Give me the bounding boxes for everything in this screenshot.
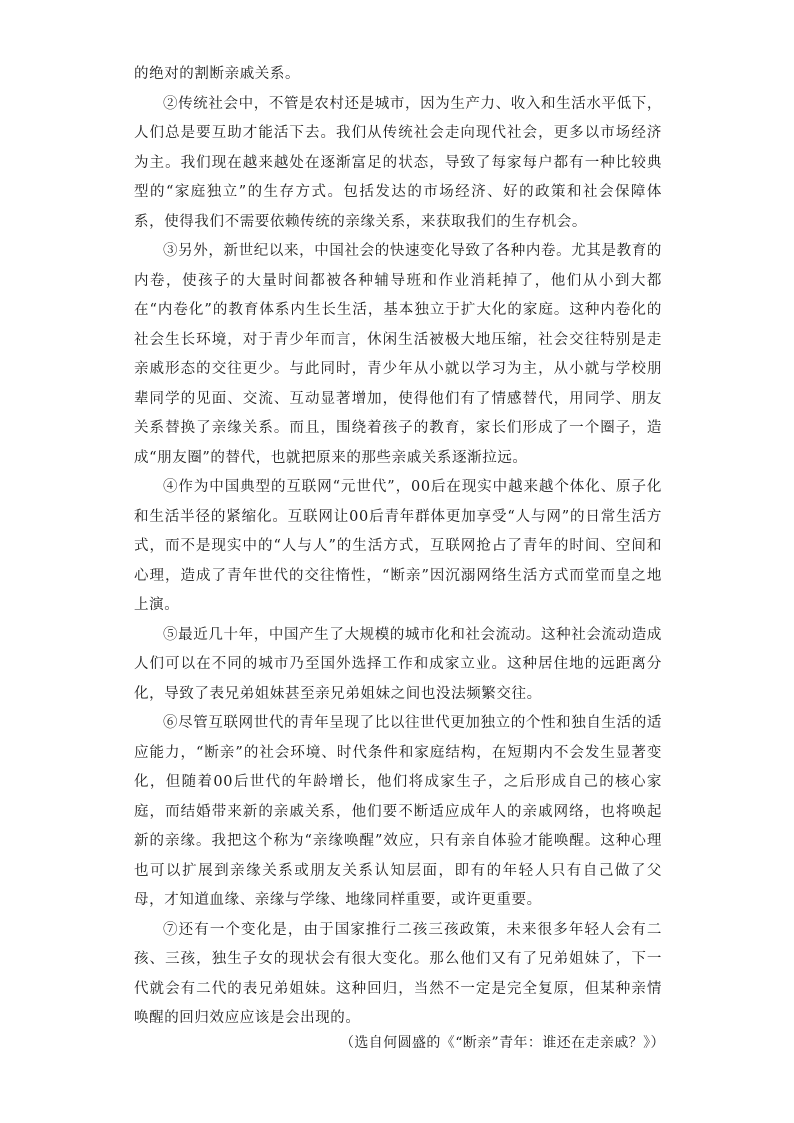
paragraph-3: ③另外，新世纪以来，中国社会的快速变化导致了各种内卷。尤其是教育的内卷，使孩子的大量时间都被各种辅导班和作业消耗掉了，他们从小到大都在“内卷化”的教育体系内生长生活，基本独立于扩大化的家庭。这种内卷化的社会生长环境，对于青少年而言，休闲生活被极大地压缩，社会交往特别是走亲戚形态的交往更少。与此同时，青少年从小就以学习为主，从小就与学校朋辈同学的见面、交流、互动显著增加，使得他们有了情感替代，用同学、朋友关系替换了亲缘关系。而且，围绕着孩子的教育，家长们形成了一个圈子，造成“朋友圈”的替代，也就把原来的那些亲戚关系逐渐拉远。 [134, 243, 662, 466]
document-body [134, 60, 662, 1034]
paragraph-7: ⑦还有一个变化是，由于国家推行二孩三孩政策，未来很多年轻人会有二孩、三孩，独生子女的现状会有很大变化。那么他们又有了兄弟姐妹了，下一代就会有二代的表兄弟姐妹。这种回归，当然不一定是完全复原，但某种亲情唤醒的回归效应应该是会出现的。 [134, 921, 662, 1026]
paragraph-0: 的绝对的割断亲戚关系。 [134, 66, 301, 82]
paragraph-4: ④作为中国典型的互联网“元世代”，00后在现实中越来越个体化、原子化和生活半径的紧缩化。互联网让00后青年群体更加享受“人与网”的日常生活方式，而不是现实中的“人与人”的生活方式，互联网抢占了青年的时间、空间和心理，造成了青年世代的交往惰性，“断亲”因沉溺网络生活方式而堂而皇之地上演。 [134, 479, 662, 613]
paragraph-5: ⑤最近几十年，中国产生了大规模的城市化和社会流动。这种社会流动造成人们可以在不同的城市乃至国外选择工作和成家立业。这种居住地的远距离分化，导致了表兄弟姐妹甚至亲兄弟姐妹之间也没法频繁交往。 [134, 626, 662, 702]
source-citation: （选自何圆盛的《“断亲”青年：谁还在走亲戚？》） [340, 1035, 665, 1051]
paragraph-2: ②传统社会中，不管是农村还是城市，因为生产力、收入和生活水平低下，人们总是要互助才能活下去。我们从传统社会走向现代社会，更多以市场经济为主。我们现在越来越处在逐渐富足的状态，导致了每家每户都有一种比较典型的“家庭独立”的生存方式。包括发达的市场经济、好的政策和社会保障体系，使得我们不需要依赖传统的亲缘关系，来获取我们的生存机会。 [134, 95, 662, 230]
paragraph-6: ⑥尽管互联网世代的青年呈现了比以往世代更加独立的个性和独自生活的适应能力，“断亲”的社会环境、时代条件和家庭结构，在短期内不会发生显著变化，但随着00后世代的年龄增长，他们将成家生子，之后形成自己的核心家庭，而结婚带来新的亲戚关系，他们要不断适应成年人的亲戚网络，也将唤起新的亲缘。我把这个称为“亲缘唤醒”效应，只有亲自体验才能唤醒。这种心理也可以扩展到亲缘关系或朋友关系认知层面，即有的年轻人只有自己做了父母，才知道血缘、亲缘与学缘、地缘同样重要，或许更重要。 [134, 715, 662, 908]
